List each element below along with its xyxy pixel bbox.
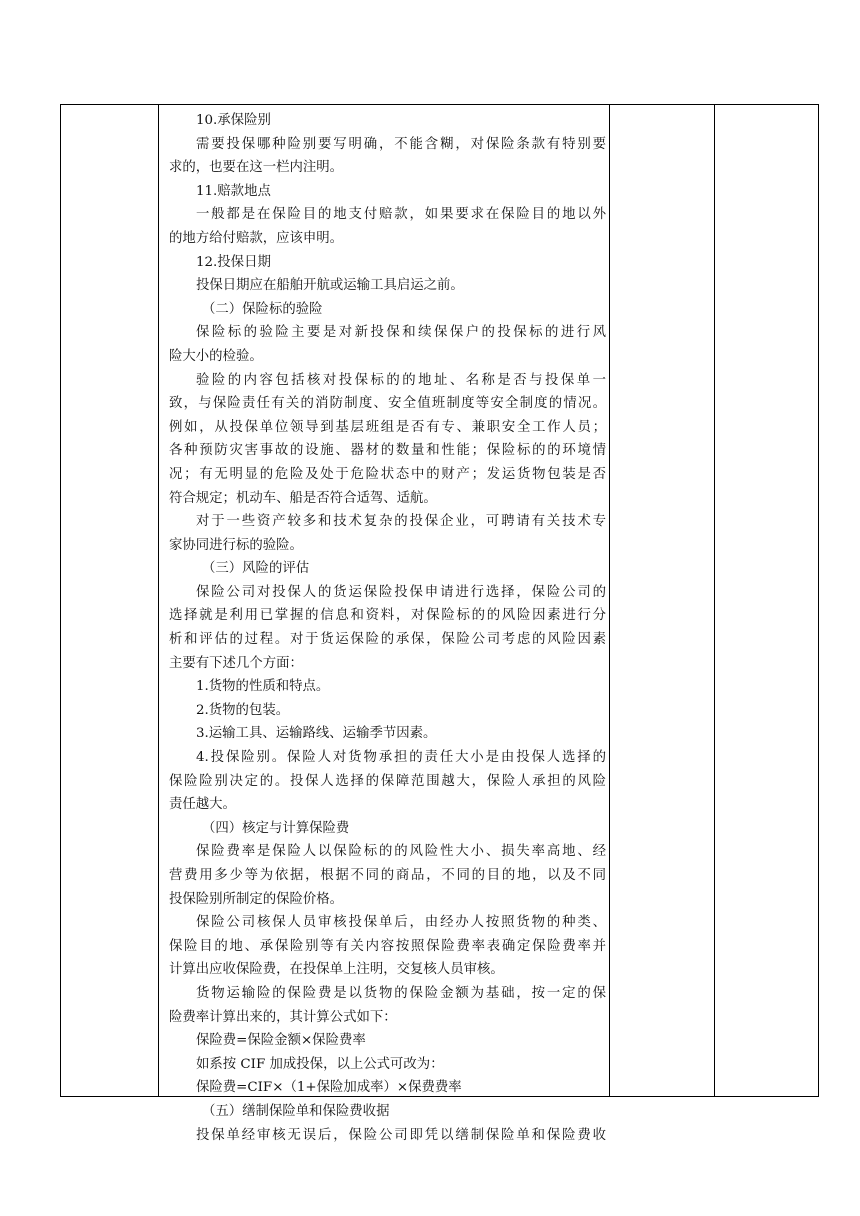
text-line: 12.投保日期 <box>196 254 271 270</box>
text-line: 营费用多少等为依据，根据不同的商品，不同的目的地，以及不同 <box>169 868 606 883</box>
column-divider-1 <box>158 105 159 1096</box>
text-line: （三）风险的评估 <box>202 561 310 577</box>
content-cell <box>169 109 606 1147</box>
text-line: 1.货物的性质和特点。 <box>196 679 330 695</box>
text-line: 投保单经审核无误后，保险公司即凭以缮制保险单和保险费收 <box>196 1127 606 1143</box>
text-line: 险大小的检验。 <box>169 348 263 364</box>
text-line: 险费率计算出来的，其计算公式如下： <box>169 1009 397 1025</box>
text-line: （五）缮制保险单和保险费收据 <box>202 1103 390 1119</box>
text-line: 致，与保险责任有关的消防制度、安全值班制度等安全制度的情况。 <box>169 396 606 412</box>
text-line: （四）核定与计算保险费 <box>202 820 350 836</box>
text-line: 计算出应收保险费，在投保单上注明，交复核人员审核。 <box>169 962 504 978</box>
text-line: 责任越大。 <box>169 797 236 813</box>
text-line: 保险标的验险主要是对新投保和续保保户的投保标的进行风 <box>196 325 606 341</box>
text-line: 析和评估的过程。对于货运保险的承保，保险公司考虑的风险因素 <box>169 632 606 648</box>
text-line: 投保日期应在船舶开航或运输工具启运之前。 <box>196 278 464 294</box>
text-line: 选择就是利用已掌握的信息和资料，对保险标的的风险因素进行分 <box>169 608 606 624</box>
text-line: 求的，也要在这一栏内注明。 <box>169 160 344 176</box>
text-line: 保险公司对投保人的货运保险投保申请进行选择，保险公司的 <box>196 584 606 600</box>
text-line: 如系按 CIF 加成投保，以上公式可改为： <box>196 1056 444 1072</box>
text-line: 2.货物的包装。 <box>196 702 290 718</box>
document-table <box>60 104 819 1143</box>
text-line: 的地方给付赔款，应该申明。 <box>169 230 344 246</box>
text-line: （二）保险标的验险 <box>202 301 323 317</box>
text-line: 保险险别决定的。投保人选择的保障范围越大，保险人承担的风险 <box>169 773 606 789</box>
text-line: 4.投保险别。保险人对货物承担的责任大小是由投保人选择的 <box>196 750 606 766</box>
text-line: 各种预防灾害事故的设施、器材的数量和性能；保险标的的环境情 <box>169 443 606 459</box>
text-line: 家协同进行标的验险。 <box>169 537 303 553</box>
text-line: 保险费率是保险人以保险标的的风险性大小、损失率高地、经 <box>196 844 606 860</box>
text-line: 主要有下述几个方面： <box>169 655 303 671</box>
text-line: 需要投保哪种险别要写明确，不能含糊，对保险条款有特别要 <box>196 136 606 152</box>
column-divider-3 <box>714 105 715 1096</box>
text-line: 符合规定；机动车、船是否符合适驾、适航。 <box>169 490 437 506</box>
column-divider-2 <box>609 105 610 1096</box>
text-line: 验险的内容包括核对投保标的的地址、名称是否与投保单一 <box>196 372 606 388</box>
text-line: 一般都是在保险目的地支付赔款，如果要求在保险目的地以外 <box>196 207 606 223</box>
text-line: 保险费=保险金额×保险费率 <box>196 1033 366 1049</box>
text-line: 保险目的地、承保险别等有关内容按照保险费率表确定保险费率并 <box>169 938 606 954</box>
text-line: 况；有无明显的危险及处于危险状态中的财产；发运货物包装是否 <box>169 466 606 482</box>
text-line: 投保险别所制定的保险价格。 <box>169 891 344 907</box>
text-line: 保险费=CIF×（1+保险加成率）×保费费率 <box>196 1080 462 1096</box>
text-line: 保险公司核保人员审核投保单后，由经办人按照货物的种类、 <box>196 915 606 931</box>
text-line: 货物运输险的保险费是以货物的保险金额为基础，按一定的保 <box>196 985 606 1001</box>
text-line: 11.赔款地点 <box>196 183 271 199</box>
text-line: 例如，从投保单位领导到基层班组是否有专、兼职安全工作人员； <box>169 419 606 435</box>
text-line: 3.运输工具、运输路线、运输季节因素。 <box>196 726 437 742</box>
text-line: 10.承保险别 <box>196 113 271 128</box>
text-line: 对于一些资产较多和技术复杂的投保企业，可聘请有关技术专 <box>196 514 606 530</box>
